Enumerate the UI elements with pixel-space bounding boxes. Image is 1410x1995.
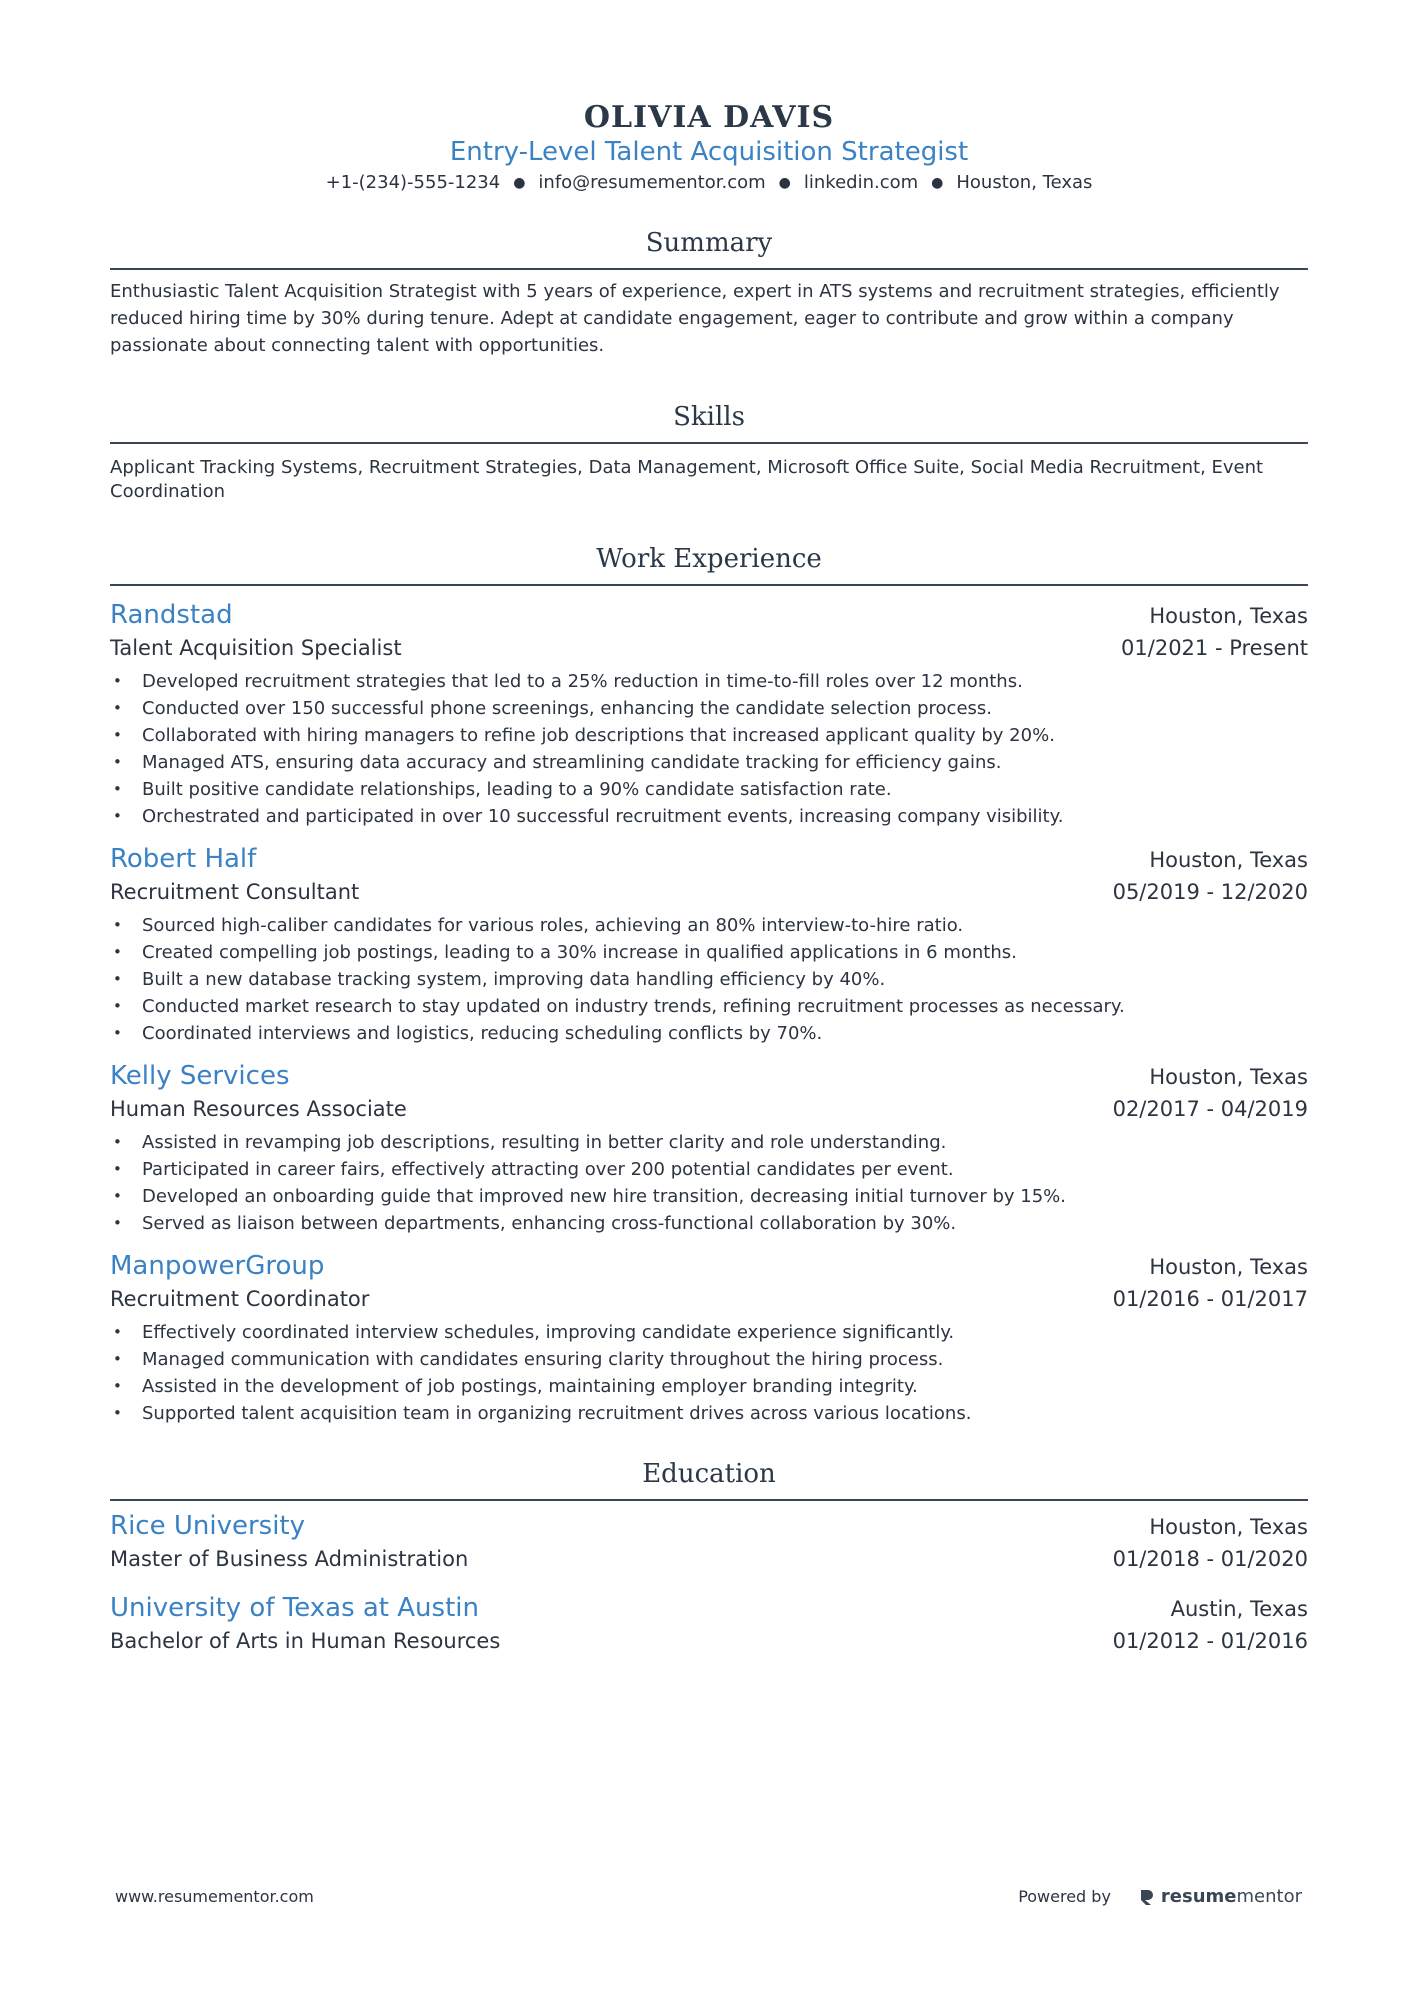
list-item: • Effectively coordinated interview schedules, improving candidate experience significantly. [110, 1319, 1308, 1346]
education-entry [110, 1591, 1308, 1657]
education-dates: 01/2018 - 01/2020 [1112, 1547, 1308, 1571]
company-name: Kelly Services [110, 1061, 290, 1091]
list-item: • Built a new database tracking system, improving data handling efficiency by 40%. [110, 966, 1308, 993]
degree-name: Master of Business Administration [110, 1547, 469, 1571]
school-name: University of Texas at Austin [110, 1593, 479, 1623]
job-bullets [110, 1319, 1308, 1427]
list-item: • Conducted over 150 successful phone screenings, enhancing the candidate selection process. [110, 695, 1308, 722]
list-item: • Built positive candidate relationships, leading to a 90% candidate satisfaction rate. [110, 776, 1308, 803]
job-bullets [110, 668, 1308, 830]
skills-heading: Skills [673, 402, 745, 432]
education-entry [110, 1509, 1308, 1575]
job-location: Houston, Texas [1149, 604, 1308, 628]
contact-linkedin[interactable]: linkedin.com [803, 172, 919, 193]
job-role: Recruitment Coordinator [110, 1287, 370, 1311]
work-entry [110, 598, 1308, 830]
list-item: • Conducted market research to stay updated on industry trends, refining recruitment processes as necessary. [110, 993, 1308, 1020]
job-location: Houston, Texas [1149, 1255, 1308, 1279]
education-heading: Education [642, 1459, 776, 1489]
separator-dot-icon: ● [931, 175, 944, 191]
contact-location: Houston, Texas [956, 172, 1093, 193]
list-item: • Managed ATS, ensuring data accuracy and streamlining candidate tracking for efficiency gains. [110, 749, 1308, 776]
job-location: Houston, Texas [1149, 848, 1308, 872]
school-location: Houston, Texas [1149, 1515, 1308, 1539]
work-entry [110, 842, 1308, 1047]
list-item: • Developed recruitment strategies that led to a 25% reduction in time-to-fill roles over 12 months. [110, 668, 1308, 695]
summary-text: Enthusiastic Talent Acquisition Strategist with 5 years of experience, expert in ATS systems and recruitment strategies, efficiently reduced hiring time by 30% during tenure. Adept at candidate engagement, eager to contribute and grow within a company passionate about connecting talent with opportunities. [110, 281, 1280, 356]
list-item: • Served as liaison between departments, enhancing cross-functional collaboration by 30%. [110, 1210, 1308, 1237]
job-bullets [110, 912, 1308, 1047]
separator-dot-icon: ● [778, 175, 791, 191]
powered-by-label: Powered by [1018, 1887, 1111, 1906]
job-dates: 05/2019 - 12/2020 [1112, 880, 1308, 904]
school-location: Austin, Texas [1170, 1597, 1308, 1621]
contact-line [110, 170, 1308, 196]
job-dates: 01/2016 - 01/2017 [1112, 1287, 1308, 1311]
work-entry [110, 1059, 1308, 1237]
job-bullets [110, 1129, 1308, 1237]
skills-section [110, 400, 1308, 504]
list-item: • Assisted in revamping job descriptions, resulting in better clarity and role understanding. [110, 1129, 1308, 1156]
list-item: • Assisted in the development of job postings, maintaining employer branding integrity. [110, 1373, 1308, 1400]
school-name: Rice University [110, 1511, 305, 1541]
separator-dot-icon: ● [513, 175, 526, 191]
work-experience-section [110, 542, 1308, 1427]
candidate-title: Entry-Level Talent Acquisition Strategist [449, 137, 969, 167]
list-item: • Orchestrated and participated in over 10 successful recruitment events, increasing company visibility. [110, 803, 1308, 830]
list-item: • Managed communication with candidates ensuring clarity throughout the hiring process. [110, 1346, 1308, 1373]
brand-logo[interactable] [1139, 1886, 1302, 1907]
list-item: • Developed an onboarding guide that improved new hire transition, decreasing initial turnover by 15%. [110, 1183, 1308, 1210]
list-item: • Sourced high-caliber candidates for various roles, achieving an 80% interview-to-hire ratio. [110, 912, 1308, 939]
education-section [110, 1457, 1308, 1657]
summary-heading: Summary [645, 228, 773, 258]
job-role: Human Resources Associate [110, 1097, 407, 1121]
company-name: Randstad [110, 600, 233, 630]
brand-text-mentor: mentor [1236, 1886, 1302, 1907]
education-dates: 01/2012 - 01/2016 [1112, 1629, 1308, 1653]
job-location: Houston, Texas [1149, 1065, 1308, 1089]
contact-phone: +1-(234)-555-1234 [325, 172, 501, 193]
job-role: Recruitment Consultant [110, 880, 360, 904]
footer-branding [1018, 1886, 1302, 1907]
company-name: Robert Half [110, 844, 257, 874]
degree-name: Bachelor of Arts in Human Resources [110, 1629, 501, 1653]
list-item: • Participated in career fairs, effectively attracting over 200 potential candidates per event. [110, 1156, 1308, 1183]
resumementor-logo-icon [1139, 1888, 1155, 1906]
job-dates: 02/2017 - 04/2019 [1112, 1097, 1308, 1121]
list-item: • Collaborated with hiring managers to refine job descriptions that increased applicant quality by 20%. [110, 722, 1308, 749]
brand-text-resume: resume [1160, 1886, 1237, 1907]
list-item: • Created compelling job postings, leading to a 30% increase in qualified applications in 6 months. [110, 939, 1308, 966]
list-item: • Coordinated interviews and logistics, reducing scheduling conflicts by 70%. [110, 1020, 1308, 1047]
section-divider [110, 442, 1308, 444]
skills-text: Applicant Tracking Systems, Recruitment Strategies, Data Management, Microsoft Office Suite, Social Media Recruitment, Event Coordination [110, 457, 1264, 502]
summary-section [110, 226, 1308, 359]
resume-page [110, 100, 1308, 1657]
company-name: ManpowerGroup [110, 1251, 325, 1281]
section-divider [110, 1499, 1308, 1501]
section-divider [110, 268, 1308, 270]
job-dates: 01/2021 - Present [1121, 636, 1308, 660]
resume-header [110, 100, 1308, 196]
list-item: • Supported talent acquisition team in organizing recruitment drives across various locations. [110, 1400, 1308, 1427]
contact-email[interactable]: info@resumementor.com [538, 172, 766, 193]
section-divider [110, 584, 1308, 586]
work-entry [110, 1249, 1308, 1427]
candidate-name: OLIVIA DAVIS [583, 100, 835, 135]
work-heading: Work Experience [596, 544, 822, 574]
job-role: Talent Acquisition Specialist [110, 636, 402, 660]
footer-url[interactable]: www.resumementor.com [115, 1887, 314, 1906]
page-footer [115, 1886, 1302, 1907]
